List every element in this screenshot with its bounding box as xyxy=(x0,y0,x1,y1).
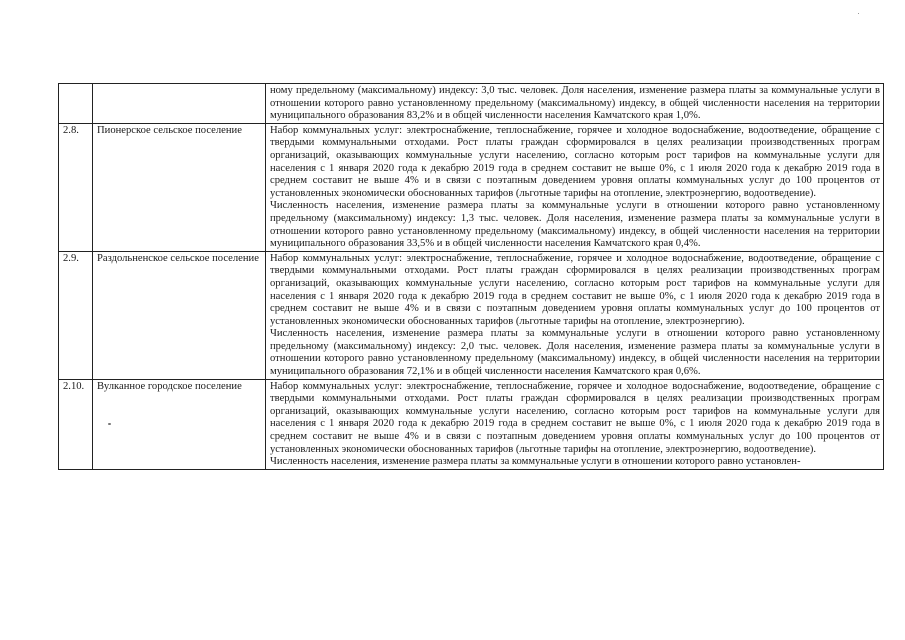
table-row xyxy=(59,251,884,379)
row-number: 2.10. xyxy=(59,379,93,469)
paragraph: ному предельному (максимальному) индексу: 3,0 тыс. человек. Доля населения, изменение размера платы за коммунальные услуги в отношении которого равно установленному предельному (максимальному) индексу, в общей численности населения на территории муниципального образования 83,2% и в общей численности населения Камчатского края 1,0%. xyxy=(270,85,880,122)
paragraph: Набор коммунальных услуг: электроснабжение, теплоснабжение, горячее и холодное водоснабжение, водоотведение, обращение с твердыми коммунальными отходами. Рост платы граждан сформировался в целях реализации производственных програм организаций, оказывающих коммунальные услуги населению, согласно которым рост тарифов на коммунальные услуги для населения с 1 января 2020 года к декабрю 2019 года в среднем составит не выше 0%, с 1 июля 2020 года к декабрю 2019 года в среднем составит не выше 4% и в связи с поэтапным доведением уровня оплаты коммунальных услуг до 100 процентов от установленных экономически обоснованных тарифов (льготные тарифы на отопление, электроэнергию, водоотведение). xyxy=(270,124,880,199)
table-row xyxy=(59,84,884,124)
table-row xyxy=(59,123,884,251)
description-cell xyxy=(266,123,884,251)
description-cell xyxy=(266,251,884,379)
paragraph: Набор коммунальных услуг: электроснабжение, теплоснабжение, горячее и холодное водоснабжение, водоотведение, обращение с твердыми коммунальными отходами. Рост платы граждан сформировался в целях реализации производственных програм организаций, оказывающих коммунальные услуги населению, согласно которым рост тарифов на коммунальные услуги для населения с 1 января 2020 года к декабрю 2019 года в среднем составит не выше 0%, с 1 июля 2020 года к декабрю 2019 года в среднем составит не выше 4% и в связи с поэтапным доведением уровня оплаты коммунальных услуг до 100 процентов от установленных экономически обоснованных тарифов (льготные тарифы на отопление, электроэнергию). xyxy=(270,252,880,327)
municipality-name: Пионерское сельское поселение xyxy=(93,123,266,251)
row-number xyxy=(59,84,93,124)
paragraph: Численность населения, изменение размера платы за коммунальные услуги в отношении которого равно установленному предельному (максимальному) индексу: 1,3 тыс. человек. Доля населения, изменение размера платы за коммунальные услуги в отношении которого равно установленному предельному (максимальному) индексу, в общей численности населения на территории муниципального образования 33,5% и в общей численности населения Камчатского края 0,4%. xyxy=(270,200,880,250)
municipality-name xyxy=(93,84,266,124)
paragraph: Численность населения, изменение размера платы за коммунальные услуги в отношении которого равно установлен- xyxy=(270,456,801,468)
municipality-name: Раздольненское сельское поселение xyxy=(93,251,266,379)
paragraph: Набор коммунальных услуг: электроснабжение, теплоснабжение, горячее и холодное водоснабжение, водоотведение, обращение с твердыми коммунальными отходами. Рост платы граждан сформировался в целях реализации производственных програм организаций, оказывающих коммунальные услуги населению, согласно которым рост тарифов на коммунальные услуги для населения с 1 января 2020 года к декабрю 2019 года в среднем составит не выше 0%, с 1 июля 2020 года к декабрю 2019 года в среднем составит не выше 4% и в связи с поэтапным доведением уровня оплаты коммунальных услуг до 100 процентов от установленных экономически обоснованных тарифов (льготные тарифы на отопление, электроэнергию, водоотведение). xyxy=(270,380,880,455)
tariff-table xyxy=(58,83,884,470)
paragraph: Численность населения, изменение размера платы за коммунальные услуги в отношении которого равно установленному предельному (максимальному) индексу: 2,0 тыс. человек. Доля населения, изменение размера платы за коммунальные услуги в отношении которого равно установленному предельному (максимальному) индексу, в общей численности населения на территории муниципального образования 72,1% и в общей численности населения Камчатского края 0,6%. xyxy=(270,328,880,378)
description-cell xyxy=(266,379,884,469)
municipality-name: Вулканное городское поселение xyxy=(93,379,266,469)
scan-speck xyxy=(858,13,859,14)
description-cell xyxy=(266,84,884,124)
row-number: 2.8. xyxy=(59,123,93,251)
row-number: 2.9. xyxy=(59,251,93,379)
table-row xyxy=(59,379,884,469)
